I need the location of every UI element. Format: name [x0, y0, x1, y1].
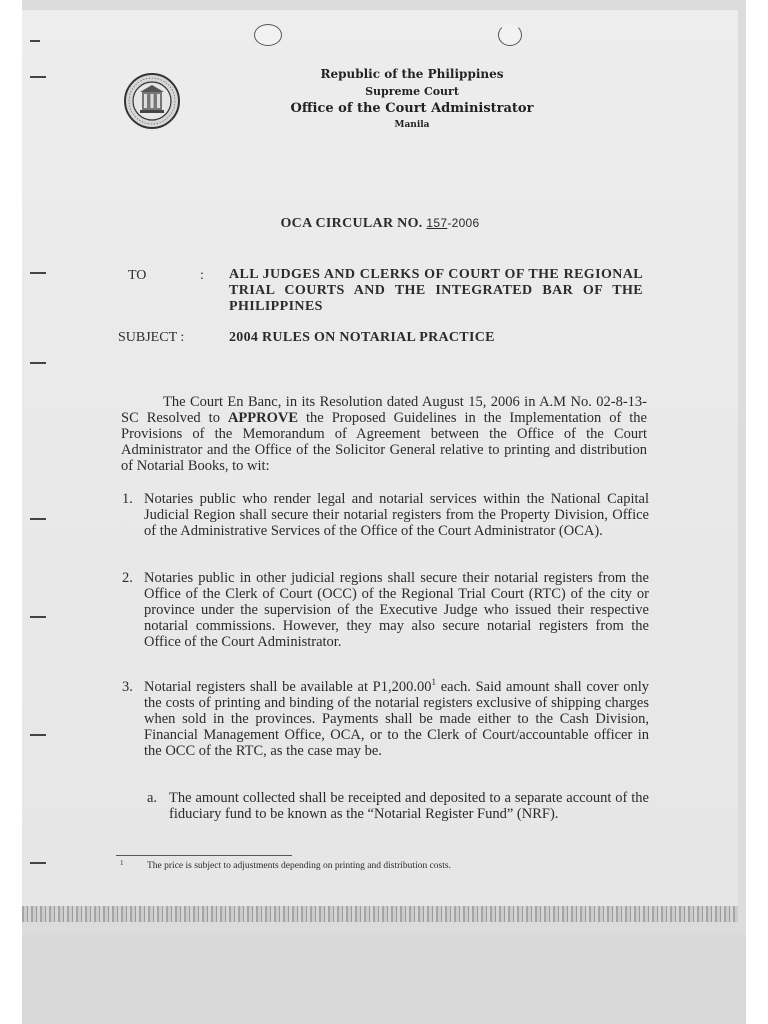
intro-paragraph: The Court En Banc, in its Resolution dated August 15, 2006 in A.M No. 02-8-13-SC Resolved to APPROVE the Proposed Guidelines in the Implementation of the Provisions of the Memorandum of Agreement between the Office of the Court Administrator and the Office of the Solicitor General relative to printing and distribution of Notarial Books, to wit:: [121, 394, 647, 474]
letterhead-office: Office of the Court Administrator: [290, 101, 534, 116]
scan-edge: [22, 906, 738, 922]
punch-hole-left: [254, 24, 282, 46]
letterhead-court: Supreme Court: [365, 85, 459, 98]
footnote-divider: [116, 855, 292, 856]
letterhead-republic: Republic of the Philippines: [320, 67, 504, 81]
footnote-ref: 1: [431, 677, 436, 688]
to-addressees: ALL JUDGES AND CLERKS OF COURT OF THE REGIONAL TRIAL COURTS AND THE INTEGRATED BAR OF THE PHILIPPINES: [229, 267, 643, 314]
to-colon: :: [200, 268, 204, 283]
punch-hole-right: [498, 24, 522, 46]
circular-prefix: OCA CIRCULAR NO.: [280, 216, 423, 231]
circular-title: [22, 216, 738, 232]
document-sheet: Republic of the Philippines Supreme Court Office of the Court Administrator Manila OCA CIRCULAR NO. 157-2006 TO : ALL JUDGES AND CLERKS OF COURT OF THE REGIONAL TRIAL COURTS AND THE INTEGRATED BAR OF THE PHILIPPINES SUBJECT : 2004 RULES ON NOTARIAL PRACTICE The Court En Banc, in its Resolution dated August 15, 2006 in A.M No. 02-8-13-SC Resolved to APPROVE the Proposed Guidelines in the Implementation of the Provisions of the Memorandum of Agreement between the Office of the Court Administrator and the Office of the Solicitor General relative to printing and distribution of Notarial Books, to wit: 1. Notaries public who render legal and notarial services within the National Capital Judicial Region shall secure their notarial registers from the Property Division, Office of the Administrative Services of the Office of the Court Administrator (OCA). 2. Notaries public in other judicial regions shall secure their notarial registers from the Office of the Clerk of Court (OCC) of the Regional Trial Court (RTC) of the city or province under the supervision of the Executive Judge who issued their respective notarial commissions. However, they may also secure notarial registers from the Office of the Court Administrator. 3. Notarial registers shall be available at P1,200.00$^1$ each. Said amount shall cover only the costs of printing and binding of the notarial registers exclusive of shipping charges when sold in the provinces. Payments shall be made either to the Cash Division, Financial Management Office, OCA, or to the Clerk of Court/accountable officer in the OCC of the RTC, as the case may be. a. The amount collected shall be receipted and deposited to a separate account of the fiduciary fund to be known as the “Notarial Register Fund” (NRF). 1 The price is subject to adjustments depending on printing and distribution costs.: [22, 10, 738, 915]
circular-number: 157-2006: [426, 216, 480, 230]
letterhead: [222, 66, 602, 134]
subject-label: SUBJECT :: [118, 330, 185, 345]
to-label: TO: [128, 268, 147, 283]
supreme-court-seal-icon: [123, 72, 181, 130]
letterhead-city: Manila: [394, 120, 430, 130]
subject-value: 2004 RULES ON NOTARIAL PRACTICE: [229, 330, 495, 345]
scanned-page: [22, 0, 746, 1024]
scan-margin-bottom: [22, 935, 746, 1024]
